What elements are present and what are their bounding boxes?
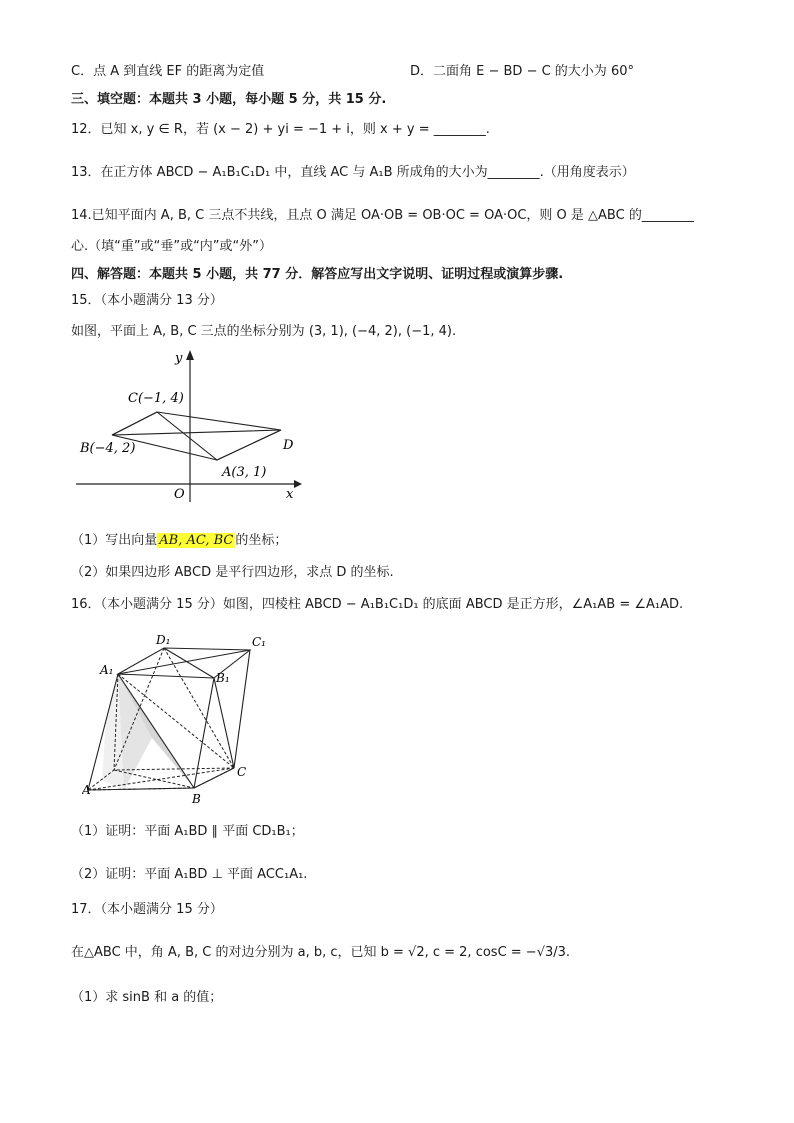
question-16-part1: （1）证明：平面 A₁BD ∥ 平面 CD₁B₁； — [71, 824, 304, 839]
x-axis-arrow-icon — [294, 480, 302, 488]
edge-ab — [88, 788, 194, 790]
section-4-heading: 四、解答题：本题共 5 小题，共 77 分．解答应写出文字说明、证明过程或演算步骤. — [71, 267, 564, 282]
label-b: B — [192, 792, 201, 806]
question-16-header: 16．（本小题满分 15 分）如图，四棱柱 ABCD − A₁B₁C₁D₁ 的底面 ABCD 是正方形，∠A₁AB = ∠A₁AD. — [71, 597, 684, 612]
top-face — [118, 648, 250, 678]
question-17-text: 在△ABC 中，角 A, B, C 的对边分别为 a, b, c，已知 b = √2, c = 2, cosC = −√3/3. — [71, 945, 571, 960]
part1-suffix: 的坐标； — [235, 533, 288, 548]
segment-d1c — [164, 648, 234, 768]
highlighted-vectors: AB, AC, BC — [159, 533, 234, 548]
label-b1: B₁ — [216, 671, 230, 685]
question-15-part1 — [71, 531, 287, 551]
label-c: C — [237, 765, 247, 779]
label-y: y — [175, 351, 183, 366]
option-d: D．二面角 E − BD − C 的大小为 60° — [410, 64, 634, 79]
question-14-line2: 心.（填“重”或“垂”或“内”或“外”） — [71, 239, 273, 254]
question-15-text: 如图，平面上 A, B, C 三点的坐标分别为 (3, 1), (−4, 2), (−1, 4). — [71, 324, 457, 339]
segment-d1b1 — [164, 648, 214, 678]
label-b: B(−4, 2) — [80, 441, 136, 456]
segment-a1c1 — [118, 650, 250, 674]
question-15-part2: （2）如果四边形 ABCD 是平行四边形，求点 D 的坐标. — [71, 565, 394, 580]
option-c: C．点 A 到直线 EF 的距离为定值 — [71, 64, 265, 79]
label-a: A — [82, 783, 91, 797]
edge-cc1 — [234, 650, 250, 768]
parallelogram-abcd — [112, 412, 281, 460]
label-a: A(3, 1) — [222, 465, 267, 480]
edge-bc — [112, 412, 157, 435]
question-17-header: 17．（本小题满分 15 分） — [71, 902, 223, 917]
question-17-part1: （1）求 sinB 和 a 的值； — [71, 990, 223, 1005]
question-16-part2: （2）证明：平面 A₁BD ⊥ 平面 ACC₁A₁. — [71, 867, 308, 882]
label-d1: D₁ — [156, 633, 171, 647]
label-d: D — [283, 438, 294, 453]
edge-da — [217, 430, 281, 460]
label-origin: O — [174, 487, 185, 502]
figure-16-prism — [82, 630, 282, 810]
section-3-heading: 三、填空题：本题共 3 小题，每小题 5 分，共 15 分. — [71, 92, 387, 107]
label-c1: C₁ — [252, 635, 266, 649]
label-a1: A₁ — [100, 663, 114, 677]
edge-bb1 — [194, 678, 214, 788]
question-15-header: 15．（本小题满分 13 分） — [71, 293, 223, 308]
y-axis-arrow-icon — [186, 350, 194, 360]
figure-15-coordinate-plane — [76, 346, 306, 506]
question-13: 13．在正方体 ABCD − A₁B₁C₁D₁ 中，直线 AC 与 A₁B 所成角的大小为________.（用角度表示） — [71, 165, 635, 180]
question-12: 12．已知 x, y ∈ R，若 (x − 2) + yi = −1 + i，则 x + y = ________. — [71, 122, 490, 137]
label-x: x — [286, 487, 294, 502]
question-14-line1: 14.已知平面内 A, B, C 三点不共线，且点 O 满足 OA·OB = OB·OC = OA·OC，则 O 是 △ABC 的________ — [71, 208, 694, 223]
part1-prefix: （1）写出向量 — [71, 533, 158, 548]
label-c: C(−1, 4) — [128, 391, 184, 406]
